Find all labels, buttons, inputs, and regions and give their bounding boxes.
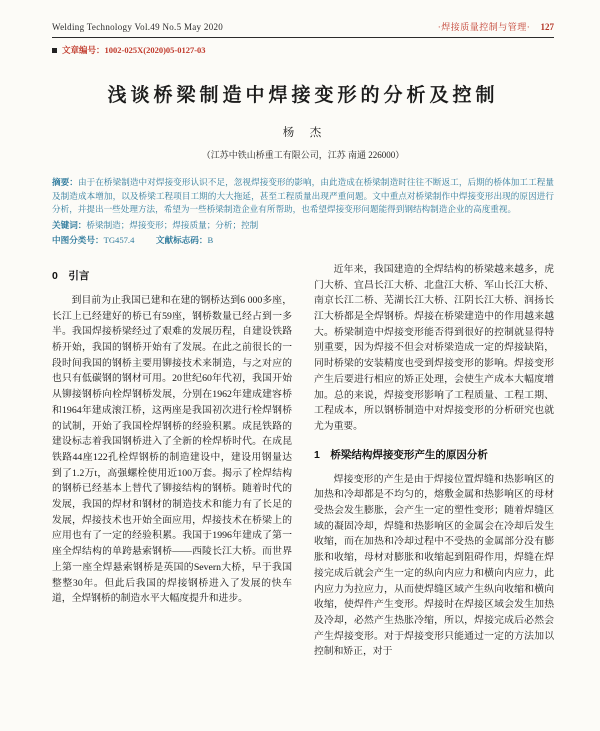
paper-title: 浅谈桥梁制造中焊接变形的分析及控制	[107, 85, 499, 106]
page-header	[52, 20, 554, 33]
intro-paragraph: 到目前为止我国已建和在建的钢桥达到6 000多座，长江上已经建好的桥已有59座，钢桥数量已经占到一多半。我国焊接桥梁经过了艰难的发展历程，自建设铁路桥开始，我国的钢桥开始有了发展。在此之前很长的一段时间我国的钢桥主要用铆接技术来制造，与之对应的也只有低碳钢的钢材可用。20世纪60年代初，我国开始从铆接钢桥向栓焊钢桥发展，分别在1962年建成建容桥和1964年建成滚江桥，这两座是我国初次进行栓焊钢桥的试制，开始了我国栓焊钢桥的经验积累。成昆铁路的建设标志着我国钢桥进入了全新的栓焊桥时代。在成昆铁路44座122孔栓焊钢桥的制造建设中，建设用钢量达到了1.2万t，高强螺栓使用近100万套。揭示了栓焊结构的钢桥已经基本上替代了铆接结构的钢桥。随着时代的发展，我国的焊材和钢材的制造技术和能力有了长足的发展，焊接技术也开始全面应用，焊接技术在桥梁上的应用也有了一定的经验积累。我国于1996年建成了第一座全焊结构的单跨悬索钢桥——西陵长江大桥。而世界上第一座全焊悬索钢桥是英国的Severn大桥，早于我国整整30年。但此后我国的焊接钢桥进入了发展的快车道，全焊钢桥的制造水平大幅度提升和进步。	[52, 294, 292, 605]
abstract-label: 摘要：	[52, 177, 78, 187]
header-rule	[52, 37, 554, 38]
doc-code-label: 文献标志码：	[155, 235, 208, 246]
section-heading-intro: 0 引言	[52, 269, 90, 282]
author-name: 杨 杰	[282, 127, 324, 139]
clc-label: 中图分类号：	[52, 235, 104, 246]
author-affiliation: （江苏中铁山桥重工有限公司，江苏 南通 226000）	[201, 150, 405, 160]
abstract-block	[52, 176, 554, 248]
left-column	[52, 262, 292, 714]
clc-value: TG457.4	[103, 235, 135, 246]
column-title: ·焊接质量控制与管理·	[437, 22, 531, 32]
doc-code-value: B	[207, 235, 214, 246]
right-column	[314, 262, 554, 714]
abstract-text: 由于在桥梁制造中对焊接变形认识不足，忽视焊接变形的影响，由此造成在桥梁制造时往往不断返工，后期的桥体加工工程量及制造成本增加，以及桥梁工程项目工期的大大拖延，甚至工程质量出现严重问题。文中重点对桥梁制作中焊接变形出现的原因进行分析，并提出一些处理方法，希望为一些桥梁制造企业有所帮助，也希望焊接变形问题能得到钢结构制造企业的高度重视。	[52, 177, 554, 215]
body-columns	[52, 262, 554, 714]
page-number: 127	[540, 22, 554, 32]
keywords-label: 关键词：	[52, 219, 87, 230]
clc-line	[52, 234, 554, 248]
abstract-paragraph	[52, 176, 554, 217]
article-id-value: 1002-025X(2020)05-0127-03	[104, 45, 206, 55]
journal-info: Welding Technology Vol.49 No.5 May 2020	[52, 22, 224, 32]
section-heading-1: 1 桥梁结构焊接变形产生的原因分析	[314, 448, 488, 461]
right-paragraph-1: 近年来，我国建造的全焊结构的桥梁越来越多，虎门大桥、宜昌长江大桥、北盘江大桥、军山长江大桥、南京长江二桥、芜湖长江大桥、江阴长江大桥、润扬长江大桥都是全焊钢桥。焊接在桥梁建造中的作用越来越大。桥梁制造中焊接变形能否得到很好的控制就显得特别重要，因为焊接不但会对桥梁造成一定的焊接缺陷，同时桥梁的安装精度也受到焊接变形的影响。焊接变形产生后要进行相应的矫正处理，会使生产成本大幅度增加。总的来说，焊接变形影响了工程质量、工程工期、工程成本，所以钢桥制造中对焊接变形的分析研究也就尤为重要。	[314, 263, 554, 432]
section1-paragraph: 焊接变形的产生是由于焊接位置焊缝和热影响区的加热和冷却都是不均匀的，熔敷金属和热影响区的母材受热会发生膨胀，会产生一定的塑性变形；随着焊缝区域的凝固冷却，焊缝和热影响区的金属会在冷却后发生收缩，而在加热和冷却过程中不受热的金属部分没有膨胀和收缩，母材对膨胀和收缩起到阻碍作用，焊缝在焊接完成后就会产生一定的纵向内应力和横向内应力，此内应力为拉应力，从而使焊缝区域产生纵向收缩和横向收缩，使焊件产生变形。焊接时在焊接区域会发生加热及冷却，必然产生热胀冷缩，所以，焊接完成后必然会产生焊接变形。对于焊接变形只能通过一定的方法加以控制和矫正，对于	[314, 473, 554, 658]
keywords-line	[52, 219, 554, 233]
article-id-marker-icon	[52, 48, 57, 53]
header-right	[438, 20, 554, 33]
article-id-row	[52, 44, 554, 56]
article-id-label: 文章编号：	[62, 45, 105, 55]
keywords-text: 桥梁制造；焊接变形；焊接质量；分析；控制	[86, 219, 259, 230]
